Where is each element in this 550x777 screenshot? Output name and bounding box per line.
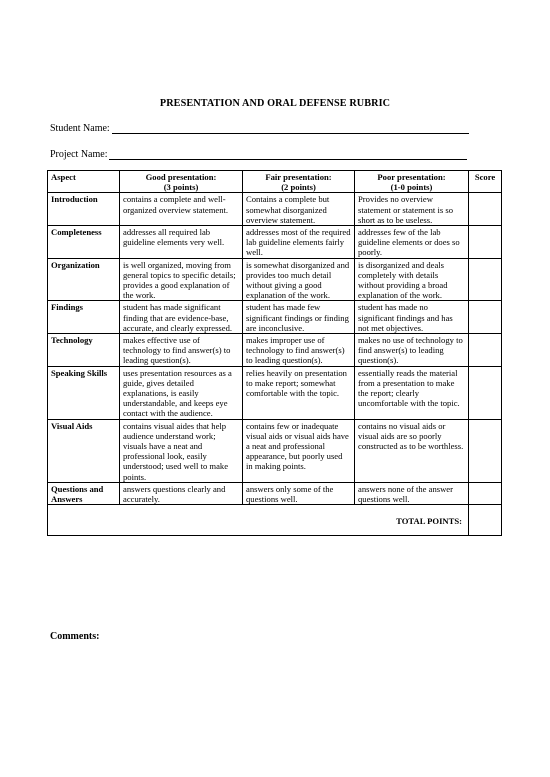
project-name-label: Project Name:: [50, 149, 108, 160]
score-cell[interactable]: [469, 193, 502, 226]
rubric-table: [47, 170, 502, 536]
poor-cell: is disorganized and deals completely with details without providing a broad explanation of the work.: [355, 258, 469, 301]
aspect-cell: Completeness: [48, 226, 120, 259]
aspect-cell: Findings: [48, 301, 120, 334]
table-row: [48, 366, 502, 419]
score-cell[interactable]: [469, 482, 502, 504]
aspect-cell: Visual Aids: [48, 419, 120, 482]
score-cell[interactable]: [469, 419, 502, 482]
table-row: [48, 419, 502, 482]
table-row: [48, 226, 502, 259]
page-title: PRESENTATION AND ORAL DEFENSE RUBRIC: [159, 98, 391, 109]
fair-cell: addresses most of the required lab guideline elements fairly well.: [243, 226, 355, 259]
total-score-cell[interactable]: [469, 505, 502, 536]
table-row: [48, 193, 502, 226]
header-poor: Poor presentation: (1-0 points): [355, 171, 469, 193]
header-aspect: Aspect: [48, 171, 120, 193]
aspect-cell: Organization: [48, 258, 120, 301]
header-row: [48, 171, 502, 193]
table-row: [48, 258, 502, 301]
good-cell: makes effective use of technology to find answer(s) to leading question(s).: [120, 334, 243, 367]
good-cell: uses presentation resources as a guide, gives detailed explanations, is easily understandable, and keeps eye contact with the audience.: [120, 366, 243, 419]
total-row: [48, 505, 502, 536]
fair-cell: Contains a complete but somewhat disorganized overview statement.: [243, 193, 355, 226]
header-good: Good presentation: (3 points): [120, 171, 243, 193]
fair-cell: answers only some of the questions well.: [243, 482, 355, 504]
student-name-field: [50, 123, 469, 134]
poor-cell: essentially reads the material from a presentation to make the report; clearly uncomfortable with the topic.: [355, 366, 469, 419]
fair-cell: makes improper use of technology to find answer(s) to leading question(s).: [243, 334, 355, 367]
poor-cell: contains no visual aids or visual aids are so poorly constructed as to be worthless.: [355, 419, 469, 482]
project-name-field: [50, 149, 467, 160]
student-name-line[interactable]: [112, 123, 469, 134]
header-score: Score: [469, 171, 502, 193]
poor-cell: makes no use of technology to find answer(s) to leading question(s).: [355, 334, 469, 367]
good-cell: answers questions clearly and accurately.: [120, 482, 243, 504]
good-cell: student has made significant finding that are evidence-base, accurate, and clearly expressed.: [120, 301, 243, 334]
aspect-cell: Introduction: [48, 193, 120, 226]
score-cell[interactable]: [469, 301, 502, 334]
table-row: [48, 301, 502, 334]
poor-cell: student has made no significant findings and has not met objectives.: [355, 301, 469, 334]
aspect-cell: Questions and Answers: [48, 482, 120, 504]
good-cell: is well organized, moving from general topics to specific details; provides a good explanation of the work.: [120, 258, 243, 301]
score-cell[interactable]: [469, 366, 502, 419]
fair-cell: contains few or inadequate visual aids or visual aids have a neat and professional appearance, but poorly used in making points.: [243, 419, 355, 482]
aspect-cell: Speaking Skills: [48, 366, 120, 419]
poor-cell: Provides no overview statement or statement is so short as to be useless.: [355, 193, 469, 226]
fair-cell: is somewhat disorganized and provides too much detail without giving a good explanation of the work.: [243, 258, 355, 301]
good-cell: addresses all required lab guideline elements very well.: [120, 226, 243, 259]
aspect-cell: Technology: [48, 334, 120, 367]
fair-cell: student has made few significant findings or finding are inconclusive.: [243, 301, 355, 334]
table-row: [48, 334, 502, 367]
header-fair: Fair presentation: (2 points): [243, 171, 355, 193]
total-points-label: TOTAL POINTS:: [48, 505, 469, 536]
table-row: [48, 482, 502, 504]
fair-cell: relies heavily on presentation to make report; somewhat comfortable with the topic.: [243, 366, 355, 419]
good-cell: contains visual aides that help audience understand work; visuals have a neat and professional look, easily understood; used well to make points.: [120, 419, 243, 482]
score-cell[interactable]: [469, 334, 502, 367]
project-name-line[interactable]: [109, 149, 467, 160]
score-cell[interactable]: [469, 258, 502, 301]
good-cell: contains a complete and well-organized overview statement.: [120, 193, 243, 226]
student-name-label: Student Name:: [50, 123, 110, 134]
score-cell[interactable]: [469, 226, 502, 259]
comments-label: Comments:: [50, 631, 100, 642]
poor-cell: answers none of the answer questions well.: [355, 482, 469, 504]
poor-cell: addresses few of the lab guideline elements or does so poorly.: [355, 226, 469, 259]
